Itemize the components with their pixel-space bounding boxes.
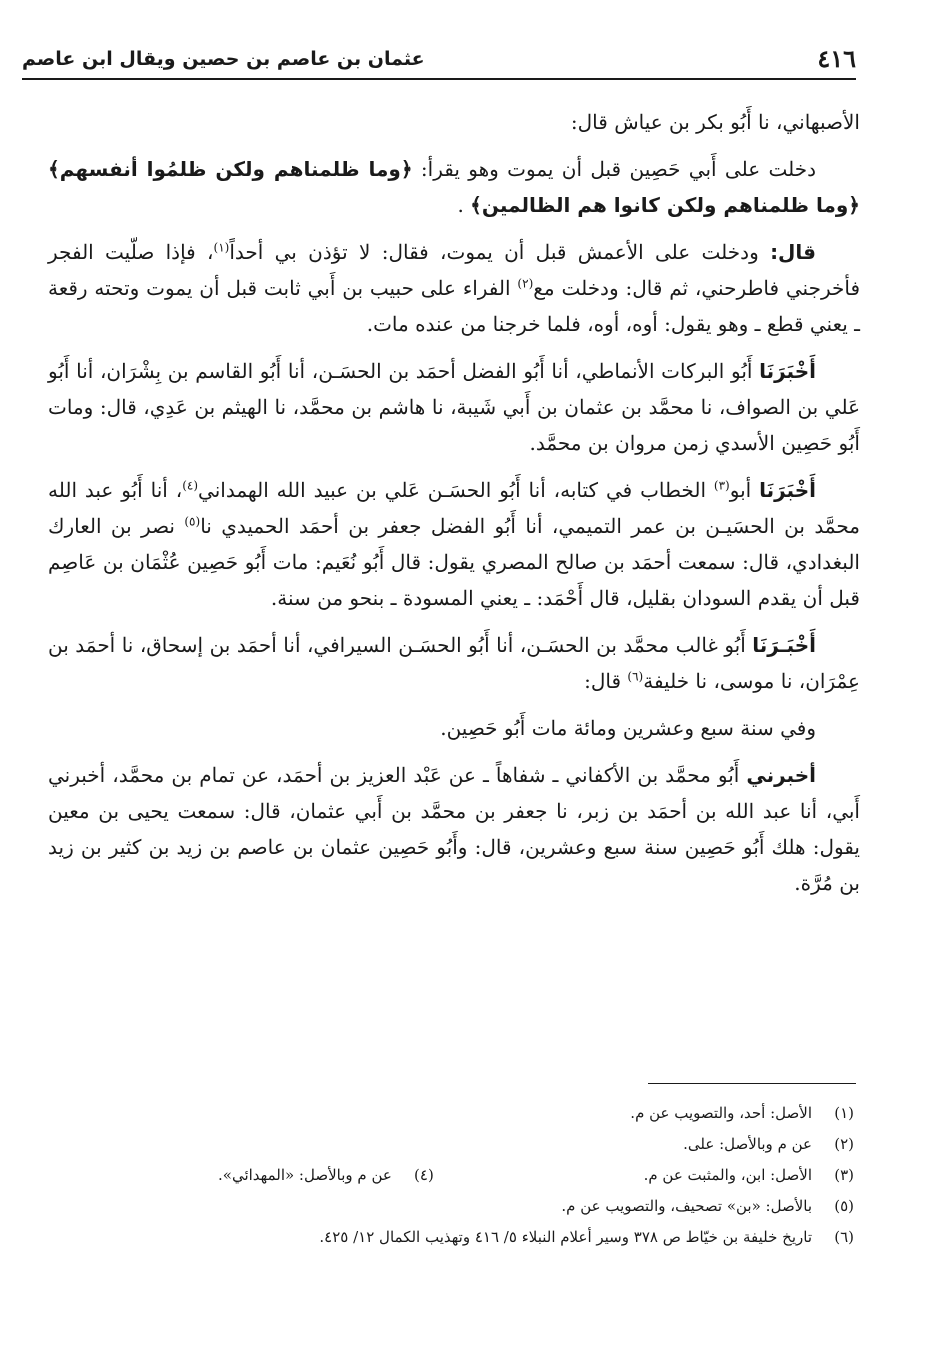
footnote [48, 1222, 854, 1253]
footnote-ref[interactable]: (٤) [182, 478, 199, 493]
footnote-ref[interactable]: (٦) [627, 669, 644, 684]
footnote-rule [648, 1083, 856, 1084]
quran-verse: ﴿وما ظلمناهم ولكن ظلمُوا أنفسهم﴾ [48, 157, 413, 181]
paragraph-text: الخطاب في كتابه، أنا أَبُو الحسَـن عَلي بن عبيد الله الهمداني [198, 478, 714, 502]
footnote-text: بالأصل: «بن» تصحيف، والتصويب عن م. [561, 1197, 812, 1215]
paragraph [48, 757, 860, 901]
paragraph-text: ، أنا أَبُو عبد الله محمَّد بن الحسَيـن بن عمر التميمي، أنا أَبُو الفضل جعفر بن أحمَد الحميدي نا [48, 478, 860, 538]
footnote [48, 1160, 854, 1191]
paragraph-text: ودخلت على الأعمش قبل أن يموت، فقال: لا تؤذن بي أحداً [229, 240, 759, 264]
paragraph [48, 234, 860, 342]
quran-verse: ﴿وما ظلمناهم ولكن كانوا هم الظالمين﴾ [470, 193, 860, 217]
footnote-ref[interactable]: (٣) [713, 478, 730, 493]
header-rule [22, 78, 856, 80]
paragraph [48, 353, 860, 461]
paragraph-text: قال: [584, 669, 628, 693]
running-title: عثمان بن عاصم بن حصين ويقال ابن عاصم [22, 48, 425, 70]
footnote-number: (٤) [414, 1166, 434, 1184]
footnote-number: (٢) [834, 1135, 854, 1153]
lead-word: أخبرني [746, 763, 816, 787]
paragraph [48, 472, 860, 616]
paragraph-text: دخلت على أَبي حَصِين قبل أن يموت وهو يقرأ: [420, 157, 817, 181]
footnote-secondary [218, 1160, 434, 1191]
paragraph-text: وفي سنة سبع وعشرين ومائة مات أَبُو حَصِين. [440, 716, 816, 740]
footnote-text: تاريخ خليفة بن خيّاط ص ٣٧٨ وسير أعلام النبلاء ٥/ ٤١٦ وتهذيب الكمال ١٢/ ٤٢٥. [319, 1228, 812, 1246]
paragraph-text: أَبُو محمَّد بن الأكفاني ـ شفاهاً ـ عن عَبْد العزيز بن أحمَد، عن تمام بن محمَّد، أخبرني أَبي، أنا عبد الله بن أحمَد بن زبر، نا جعفر بن محمَّد بن أَبي عثمان، قال: سمعت يحيى بن معين يقول: هلك أَبُو حَصِين سنة سبع وعشرين، قال: وأَبُو حَصِين عثمان بن عاصم بن زيد بن كثير بن زيد بن مُرَّة. [48, 763, 860, 895]
footnote [48, 1191, 854, 1222]
footnote-text: الأصل: أحد، والتصويب عن م. [630, 1104, 812, 1122]
paragraph-text: ، فإذا صلّيت الفجر فأخرجني فاطرحني، ثم قال: ودخلت مع [48, 240, 861, 300]
footnote-number: (٣) [834, 1166, 854, 1184]
footnote-text: عن م وبالأصل: على. [683, 1135, 812, 1153]
footnote-text: الأصل: ابن، والمثبت عن م. [643, 1166, 812, 1184]
footnote-ref[interactable]: (٥) [184, 514, 201, 529]
footnote [48, 1129, 854, 1160]
page-header [22, 40, 856, 76]
lead-word: أَخْبَرَنَا [759, 359, 816, 383]
main-text [48, 104, 860, 912]
paragraph-text: أبو [729, 478, 760, 502]
page-number: ٤١٦ [817, 44, 856, 73]
paragraph-text: الفراء على حبيب بن أَبي ثابت قبل أن يموت وتحته رقعة ـ يعني قطع ـ وهو يقول: أوه، أوه، فلما خرجنا من عنده مات. [48, 276, 860, 336]
paragraph-text: الأصبهاني، نا أَبُو بكر بن عياش قال: [570, 110, 860, 134]
footnote [48, 1098, 854, 1129]
footnote-ref[interactable]: (٢) [517, 276, 534, 291]
footnote-number: (٥) [834, 1197, 854, 1215]
paragraph-text: نصر بن العارك البغدادي، قال: سمعت أحمَد بن صالح المصري يقول: قال أَبُو نُعَيم: مات أَبُو حَصِين عُثْمَان بن عَاصِم قبل أن يقدم السودان بقليل، قال أَحْمَد: ـ يعني المسودة ـ بنحو من سنة. [48, 514, 860, 610]
paragraph [48, 104, 860, 140]
footnote-ref[interactable]: (١) [213, 240, 230, 255]
lead-word: أَخْبَرَنَا [759, 478, 816, 502]
paragraph-text: أَبُو البركات الأنماطي، أنا أَبُو الفضل أحمَد بن الحسَـن، أنا أَبُو القاسم بن بِشْرَان، أنا أَبُو عَلي بن الصواف، نا محمَّد بن عثمان بن أَبي شَيبة، نا هاشم بن محمَّد، نا الهيثم بن عَدِي، قال: ومات أَبُو حَصِين الأسدي زمن مروان بن محمَّد. [48, 359, 861, 455]
paragraph [48, 627, 860, 699]
paragraph [48, 151, 860, 223]
footnote-number: (١) [834, 1104, 854, 1122]
paragraph-text: . [457, 193, 464, 217]
lead-word: أَخْبَـرَنَا [752, 633, 816, 657]
footnotes [48, 1098, 854, 1253]
paragraph-text: أَبُو غالب محمَّد بن الحسَـن، أنا أَبُو الحسَـن السيرافي، أنا أحمَد بن إسحاق، نا أحمَد بن عِمْرَان، نا موسى، نا خليفة [48, 633, 860, 693]
paragraph [48, 710, 860, 746]
footnote-number: (٦) [834, 1228, 854, 1246]
lead-word: قال: [770, 240, 817, 264]
footnote-text: عن م وبالأصل: «المهدائي». [218, 1166, 392, 1184]
